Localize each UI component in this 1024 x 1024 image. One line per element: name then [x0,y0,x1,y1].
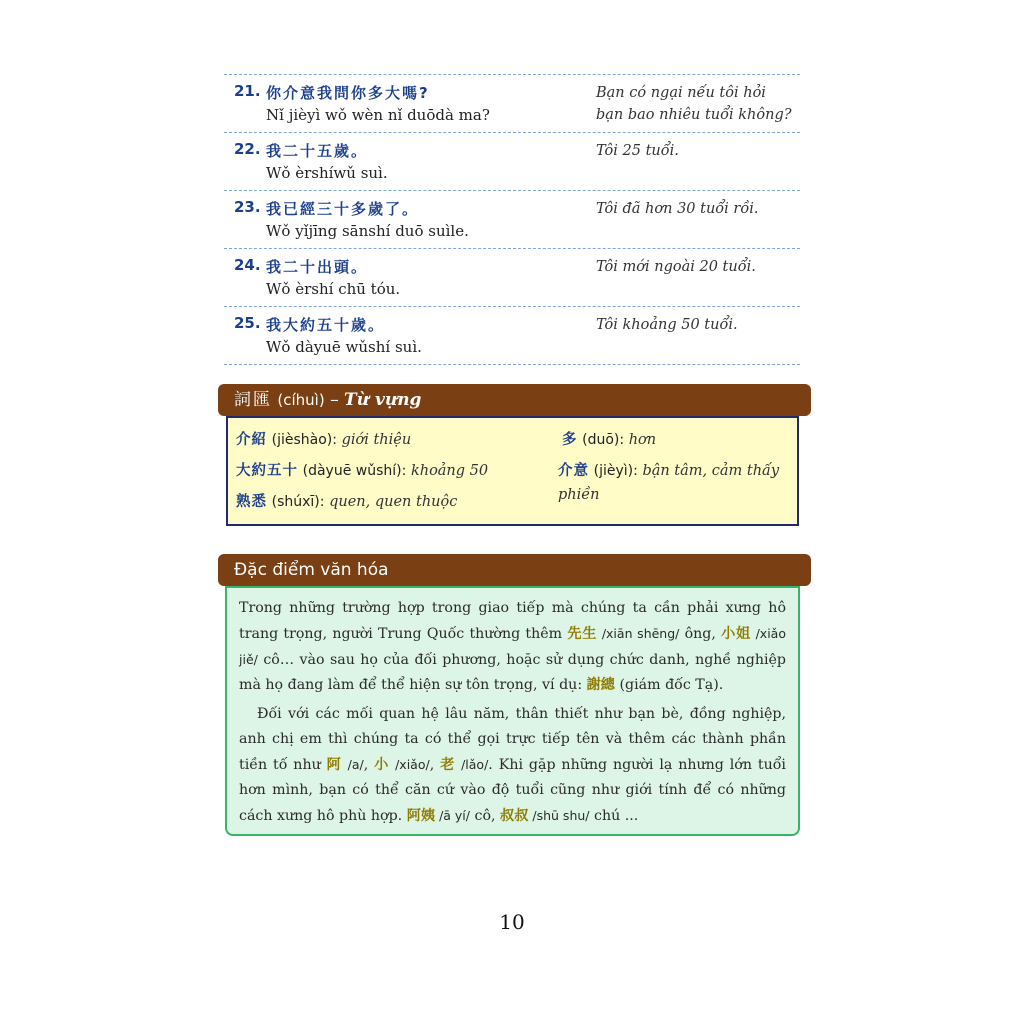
culture-header: Đặc điểm văn hóa [218,554,811,586]
vocab-item [558,459,790,507]
vocab-pinyin: (dàyuē wǔshí): [302,463,407,479]
phrase-meaning: Tôi khoảng 50 tuổi. [596,317,738,333]
text: , [429,757,441,773]
text: , [363,757,375,773]
vocab-meaning: giới thiệu [341,432,412,448]
pinyin-term: /shū shu/ [528,808,590,823]
chinese-term: 小姐 [721,626,751,642]
phrase-number: 25. [234,314,261,332]
phrase-number: 24. [234,256,261,274]
vocabulary-box [226,416,799,526]
pinyin-term: /lǎo/ [455,757,489,772]
vocab-pinyin: (shúxī): [271,494,325,510]
vocab-item [236,459,488,480]
phrase-chinese: 我二十五歲。 [266,142,369,160]
page-number: 10 [499,910,525,934]
phrase-row-24 [224,248,800,306]
phrase-meaning: Tôi mới ngoài 20 tuổi. [596,259,756,275]
vocab-title-vietnamese: Từ vựng [344,390,422,410]
vocab-chinese: 大約五十 [236,463,298,479]
phrase-row-21 [224,74,800,132]
vocab-item [236,428,411,449]
chinese-term: 阿 [326,757,343,773]
chinese-term: 小 [374,757,390,773]
vocab-item [236,490,457,511]
text: (giám đốc Tạ). [615,677,724,693]
chinese-term: 謝總 [586,677,615,693]
text: Đối với các mối quan hệ lâu năm, thân thiết như bạn bè, đồng nghiệp, anh chị em thì chúng ta có thể gọi trực tiếp tên và thêm các thành phần tiền tố như [239,706,786,773]
vocab-chinese: 介意 [558,463,589,479]
phrase-number: 23. [234,198,261,216]
phrase-meaning: Bạn có ngại nếu tôi hỏi bạn bao nhiêu tuổi không? [596,85,792,123]
vocabulary-header [218,384,811,416]
text: chú ... [589,808,639,824]
chinese-term: 老 [440,757,456,773]
phrase-meaning: Tôi 25 tuổi. [596,143,679,159]
vocab-item [562,428,656,449]
pinyin-term: /xiǎo/ [389,757,430,772]
phrase-number: 21. [234,82,261,100]
vocab-chinese: 熟悉 [236,494,267,510]
vocab-title-pinyin: (cíhuì) [277,391,325,409]
culture-paragraph-1 [239,596,786,698]
vocab-pinyin: (duō): [582,432,625,448]
phrase-chinese: 我大約五十歲。 [266,316,386,334]
vocab-meaning: hơn [628,432,657,448]
vocab-meaning: khoảng 50 [410,463,489,479]
chinese-term: 阿姨 [406,808,436,824]
text: Trong những trường hợp trong giao tiếp mà chúng ta cần phải xưng hô trang trọng, người Trung Quốc thường thêm [239,600,786,642]
text: cô… vào sau họ của đối phương, hoặc sử dụng chức danh, nghề nghiệp mà họ đang làm để thể hiện sự tôn trọng, ví dụ: [239,652,786,693]
phrase-number: 22. [234,140,261,158]
text: . Khi gặp những người lạ nhưng lớn tuổi hơn mình, bạn có thể căn cứ vào độ tuổi cũng như giới tính để có những cách xưng hô phù hợp. [239,757,786,824]
phrase-meaning: Tôi đã hơn 30 tuổi rồi. [596,201,759,217]
phrase-list [224,74,800,365]
pinyin-term: /xiǎo jiě/ [239,626,786,667]
text: cô, [470,808,501,824]
vocab-chinese: 介紹 [236,432,267,448]
phrase-row-25 [224,306,800,365]
vocab-title-chinese: 詞匯 [234,390,272,410]
vocab-chinese: 多 [562,432,578,448]
phrase-row-22 [224,132,800,190]
phrase-pinyin: Wǒ èrshí chū tóu. [266,280,401,298]
vocab-meaning: quen, quen thuộc [329,494,458,510]
phrase-pinyin: Wǒ èrshíwǔ suì. [266,164,388,182]
phrase-pinyin: Wǒ yǐjīng sānshí duō suìle. [266,222,469,240]
phrase-pinyin: Wǒ dàyuē wǔshí suì. [266,338,422,356]
culture-paragraph-2 [239,702,786,829]
culture-box [225,586,800,836]
pinyin-term: /ā yí/ [435,808,470,823]
text: ông, [679,626,722,642]
phrase-chinese: 我已經三十多歲了。 [266,200,420,218]
vocab-pinyin: (jièshào): [271,432,337,448]
phrase-pinyin: Nǐ jièyì wǒ wèn nǐ duōdà ma? [266,106,490,124]
vocab-pinyin: (jièyì): [593,463,638,479]
chinese-term: 先生 [567,626,598,642]
pinyin-term: /xiān shēng/ [597,626,680,641]
vocab-meaning: bận tâm, cảm thấy phiền [558,463,780,503]
vocab-title-dash: – [330,390,339,410]
phrase-chinese: 我二十出頭。 [266,258,369,276]
phrase-row-23 [224,190,800,248]
pinyin-term: /a/ [342,757,364,772]
phrase-chinese: 你介意我問你多大嗎? [266,84,430,102]
chinese-term: 叔叔 [500,808,529,824]
